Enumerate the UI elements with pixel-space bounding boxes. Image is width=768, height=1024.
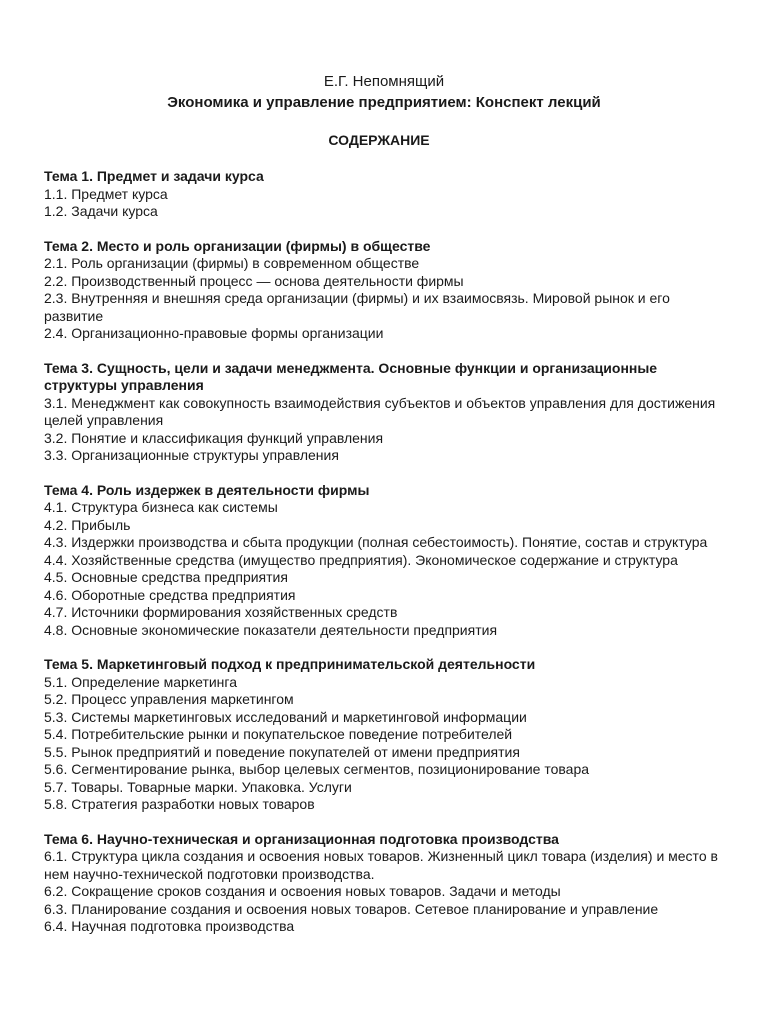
toc-item: 4.3. Издержки производства и сбыта продукции (полная себестоимость). Понятие, состав и структура	[44, 534, 708, 550]
toc-topic-title: Тема 5. Маркетинговый подход к предпринимательской деятельности	[44, 656, 536, 672]
toc-item: 4.8. Основные экономические показатели деятельности предприятия	[44, 621, 498, 638]
toc-section	[44, 831, 724, 936]
toc-item: 1.1. Предмет курса	[44, 185, 168, 202]
toc-item: 5.6. Сегментирование рынка, выбор целевых сегментов, позиционирование товара	[44, 761, 590, 777]
contents-heading: СОДЕРЖАНИЕ	[328, 132, 430, 148]
toc-item: 4.6. Оборотные средства предприятия	[44, 586, 296, 603]
toc-item: 5.8. Стратегия разработки новых товаров	[44, 796, 315, 812]
toc-item: 5.2. Процесс управления маркетингом	[44, 691, 294, 707]
toc-item: 5.5. Рынок предприятий и поведение покупателей от имени предприятия	[44, 743, 520, 760]
toc-section	[44, 168, 724, 221]
toc-section	[44, 656, 724, 814]
toc-topic-title: Тема 4. Роль издержек в деятельности фирмы	[44, 481, 370, 498]
toc-item: 4.4. Хозяйственные средства (имущество предприятия). Экономическое содержание и структура	[44, 551, 678, 568]
toc-item: 5.4. Потребительские рынки и покупательское поведение потребителей	[44, 726, 513, 742]
toc-item: 3.1. Менеджмент как совокупность взаимодействия субъектов и объектов управления для достижения целей управления	[44, 394, 716, 428]
toc-item: 5.7. Товары. Товарные марки. Упаковка. Услуги	[44, 778, 352, 795]
toc-section	[44, 238, 724, 343]
toc-item: 6.2. Сокращение сроков создания и освоения новых товаров. Задачи и методы	[44, 883, 561, 899]
toc-item: 2.3. Внутренняя и внешняя среда организации (фирмы) и их взаимосвязь. Мировой рынок и его развитие	[44, 290, 670, 324]
toc-item: 5.3. Системы маркетинговых исследований и маркетинговой информации	[44, 708, 527, 725]
document-title: Экономика и управление предприятием: Конспект лекций	[167, 94, 601, 111]
author-name: Е.Г. Непомнящий	[323, 73, 445, 90]
toc-item: 4.1. Структура бизнеса как системы	[44, 499, 278, 515]
toc-item: 6.4. Научная подготовка производства	[44, 918, 295, 934]
toc-item: 1.2. Задачи курса	[44, 203, 158, 219]
table-of-contents	[44, 168, 724, 953]
toc-item: 2.4. Организационно-правовые формы организации	[44, 325, 384, 341]
toc-section	[44, 482, 724, 640]
toc-item: 2.1. Роль организации (фирмы) в современном обществе	[44, 255, 420, 271]
toc-item: 3.3. Организационные структуры управления	[44, 447, 339, 463]
toc-item: 5.1. Определение маркетинга	[44, 673, 237, 690]
toc-item: 2.2. Производственный процесс — основа деятельности фирмы	[44, 272, 464, 289]
toc-item: 4.7. Источники формирования хозяйственных средств	[44, 604, 398, 620]
toc-item: 6.1. Структура цикла создания и освоения новых товаров. Жизненный цикл товара (изделия) и место в нем научно-технической подготовки производства.	[44, 848, 718, 882]
toc-item: 3.2. Понятие и классификация функций управления	[44, 429, 384, 446]
toc-item: 4.2. Прибыль	[44, 516, 131, 533]
toc-topic-title: Тема 2. Место и роль организации (фирмы) в обществе	[44, 237, 431, 254]
toc-topic-title: Тема 3. Сущность, цели и задачи менеджмента. Основные функции и организационные структуры управления	[44, 359, 658, 393]
toc-item: 4.5. Основные средства предприятия	[44, 569, 288, 585]
toc-section	[44, 360, 724, 465]
toc-topic-title: Тема 6. Научно-техническая и организационная подготовка производства	[44, 830, 559, 847]
toc-item: 6.3. Планирование создания и освоения новых товаров. Сетевое планирование и управление	[44, 900, 659, 917]
toc-topic-title: Тема 1. Предмет и задачи курса	[44, 168, 264, 184]
